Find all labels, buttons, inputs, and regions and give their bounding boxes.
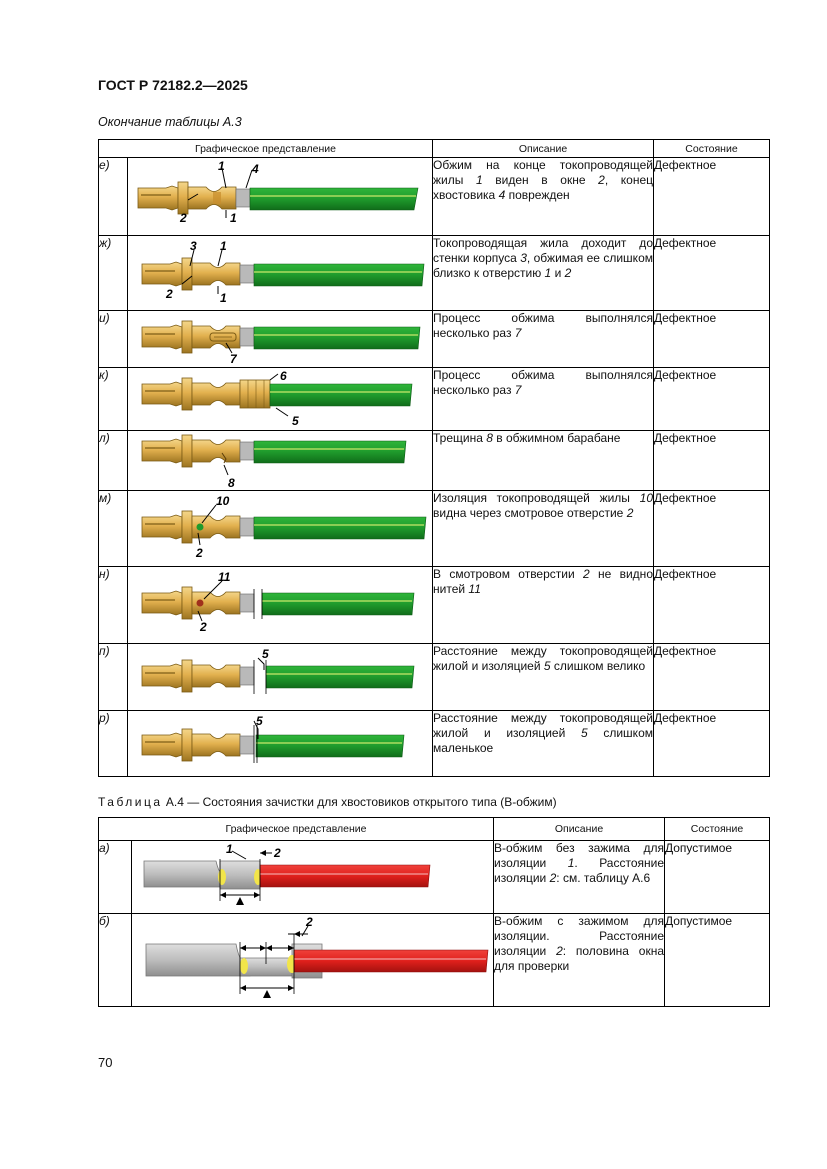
table-row: [99, 711, 770, 777]
red-insulation: [260, 865, 430, 887]
green-insulation: [262, 593, 414, 615]
green-insulation: [256, 735, 404, 757]
graphic-cell: [132, 914, 494, 1007]
callout-number: 11: [218, 570, 231, 584]
callout-number: 5: [292, 414, 299, 428]
row-label: а): [99, 841, 132, 914]
terminal-drawing: [142, 725, 404, 763]
terminal-diagram: [128, 311, 433, 366]
graphic-cell: [128, 311, 433, 368]
callout-number: 6: [280, 369, 287, 383]
terminal-diagram: [128, 567, 433, 642]
callout-number: 1: [226, 842, 233, 856]
row-label: б): [99, 914, 132, 1007]
graphic-cell: [128, 431, 433, 491]
terminal-diagram: [128, 491, 433, 565]
column-header-description: Описание: [433, 140, 654, 158]
column-header-state: Состояние: [665, 818, 770, 841]
grey-terminal: [144, 861, 230, 887]
callout-number: 1: [220, 291, 227, 305]
callout-number: 2: [166, 287, 173, 301]
graphic-cell: [128, 711, 433, 777]
green-insulation: [254, 441, 406, 463]
state-cell: Дефектное: [654, 711, 770, 777]
table-a4: [98, 817, 770, 1007]
table-row: [99, 311, 770, 368]
table-row: [99, 567, 770, 644]
row-label: р): [99, 711, 128, 777]
state-cell: Дефектное: [654, 236, 770, 311]
terminal-diagram: [128, 368, 433, 429]
terminal-drawing: [142, 258, 424, 290]
table-row: [99, 841, 770, 914]
red-insulation: [294, 950, 488, 972]
green-insulation: [266, 666, 414, 688]
table-row: [99, 368, 770, 431]
terminal-diagram: [128, 236, 433, 309]
terminal-drawing: [142, 660, 414, 694]
row-label: е): [99, 158, 128, 236]
callout-number: 10: [216, 494, 230, 508]
row-label: н): [99, 567, 128, 644]
green-insulation: [250, 188, 418, 210]
callout-number: 3: [190, 239, 197, 253]
column-header-graphic: Графическое представление: [99, 140, 433, 158]
callout-number: 4: [252, 162, 259, 176]
state-cell: Дефектное: [654, 491, 770, 567]
callout-number: 2: [200, 620, 207, 634]
graphic-cell: [128, 236, 433, 311]
row-label: л): [99, 431, 128, 491]
terminal-drawing: [142, 587, 414, 619]
row-label: м): [99, 491, 128, 567]
callout-number: 1: [230, 211, 237, 225]
terminal-diagram: [128, 711, 433, 775]
table-row: [99, 491, 770, 567]
description-cell: Процесс обжима выполнялся несколько раз 7: [433, 368, 654, 431]
table-a3-caption: Окончание таблицы А.3: [98, 115, 242, 129]
callout-number: 2: [180, 211, 187, 225]
terminal-diagram: [128, 431, 433, 489]
graphic-cell: [128, 368, 433, 431]
description-cell: В-обжим с зажимом для изоляции. Расстояние изоляции 2: половина окна для проверки: [494, 914, 665, 1007]
row-label: п): [99, 644, 128, 711]
graphic-cell: [128, 644, 433, 711]
graphic-cell: [132, 841, 494, 914]
green-insulation: [270, 384, 412, 406]
b-crimp-diagram: [132, 914, 494, 1005]
callout-number: 2: [196, 546, 203, 560]
callout-number: 5: [262, 647, 269, 661]
table-a3-header: [99, 140, 770, 158]
grey-terminal: [146, 944, 250, 976]
description-cell: В смотровом отверстии 2 не видно нитей 11: [433, 567, 654, 644]
document-code: ГОСТ Р 72182.2—2025: [98, 77, 248, 93]
terminal-drawing: [138, 182, 418, 214]
callout-number: 2: [274, 846, 281, 860]
callout-number: 1: [218, 159, 225, 173]
green-insulation: [254, 327, 420, 349]
description-cell: Процесс обжима выполнялся несколько раз 7: [433, 311, 654, 368]
description-cell: Трещина 8 в обжимном барабане: [433, 431, 654, 491]
state-cell: Дефектное: [654, 368, 770, 431]
table-a4-caption: Таблица А.4 — Состояния зачистки для хвостовиков открытого типа (В-обжим): [98, 795, 557, 809]
table-row: [99, 914, 770, 1007]
row-label: к): [99, 368, 128, 431]
state-cell: Дефектное: [654, 567, 770, 644]
page-number: 70: [98, 1055, 113, 1070]
state-cell: Дефектное: [654, 644, 770, 711]
terminal-drawing: [142, 378, 412, 410]
graphic-cell: [128, 491, 433, 567]
state-cell: Допустимое: [665, 841, 770, 914]
description-cell: Токопроводящая жила доходит до стенки корпуса 3, обжимая ее слишком близко к отверстию 1 и 2: [433, 236, 654, 311]
terminal-drawing: [142, 321, 420, 353]
callout-number: 1: [220, 239, 227, 253]
description-cell: Расстояние между токопроводящей жилой и изоляцией 5 слишком велико: [433, 644, 654, 711]
row-label: ж): [99, 236, 128, 311]
terminal-diagram: [128, 644, 433, 709]
green-insulation: [254, 517, 426, 539]
column-header-graphic: Графическое представление: [99, 818, 494, 841]
description-cell: Расстояние между токопроводящей жилой и изоляцией 5 слишком маленькое: [433, 711, 654, 777]
table-row: [99, 158, 770, 236]
state-cell: Дефектное: [654, 431, 770, 491]
description-cell: Обжим на конце токопроводящей жилы 1 виден в окне 2, конец хвостовика 4 поврежден: [433, 158, 654, 236]
terminal-drawing: [142, 511, 426, 543]
table-a3: [98, 139, 770, 777]
callout-number: 5: [256, 714, 263, 728]
callout-number: 7: [230, 352, 237, 366]
table-row: [99, 236, 770, 311]
graphic-cell: [128, 567, 433, 644]
b-crimp-diagram: [132, 841, 494, 912]
description-cell: Изоляция токопроводящей жилы 10 видна через смотровое отверстие 2: [433, 491, 654, 567]
callout-number: 8: [228, 476, 235, 489]
terminal-drawing: [142, 435, 406, 467]
callout-number: 2: [306, 915, 313, 929]
description-cell: В-обжим без зажима для изоляции 1. Расстояние изоляции 2: см. таблицу А.6: [494, 841, 665, 914]
state-cell: Допустимое: [665, 914, 770, 1007]
row-label: и): [99, 311, 128, 368]
green-insulation: [254, 264, 424, 286]
graphic-cell: [128, 158, 433, 236]
terminal-diagram: [128, 158, 433, 234]
state-cell: Дефектное: [654, 158, 770, 236]
table-row: [99, 431, 770, 491]
column-header-state: Состояние: [654, 140, 770, 158]
table-row: [99, 644, 770, 711]
column-header-description: Описание: [494, 818, 665, 841]
state-cell: Дефектное: [654, 311, 770, 368]
table-a4-header: [99, 818, 770, 841]
